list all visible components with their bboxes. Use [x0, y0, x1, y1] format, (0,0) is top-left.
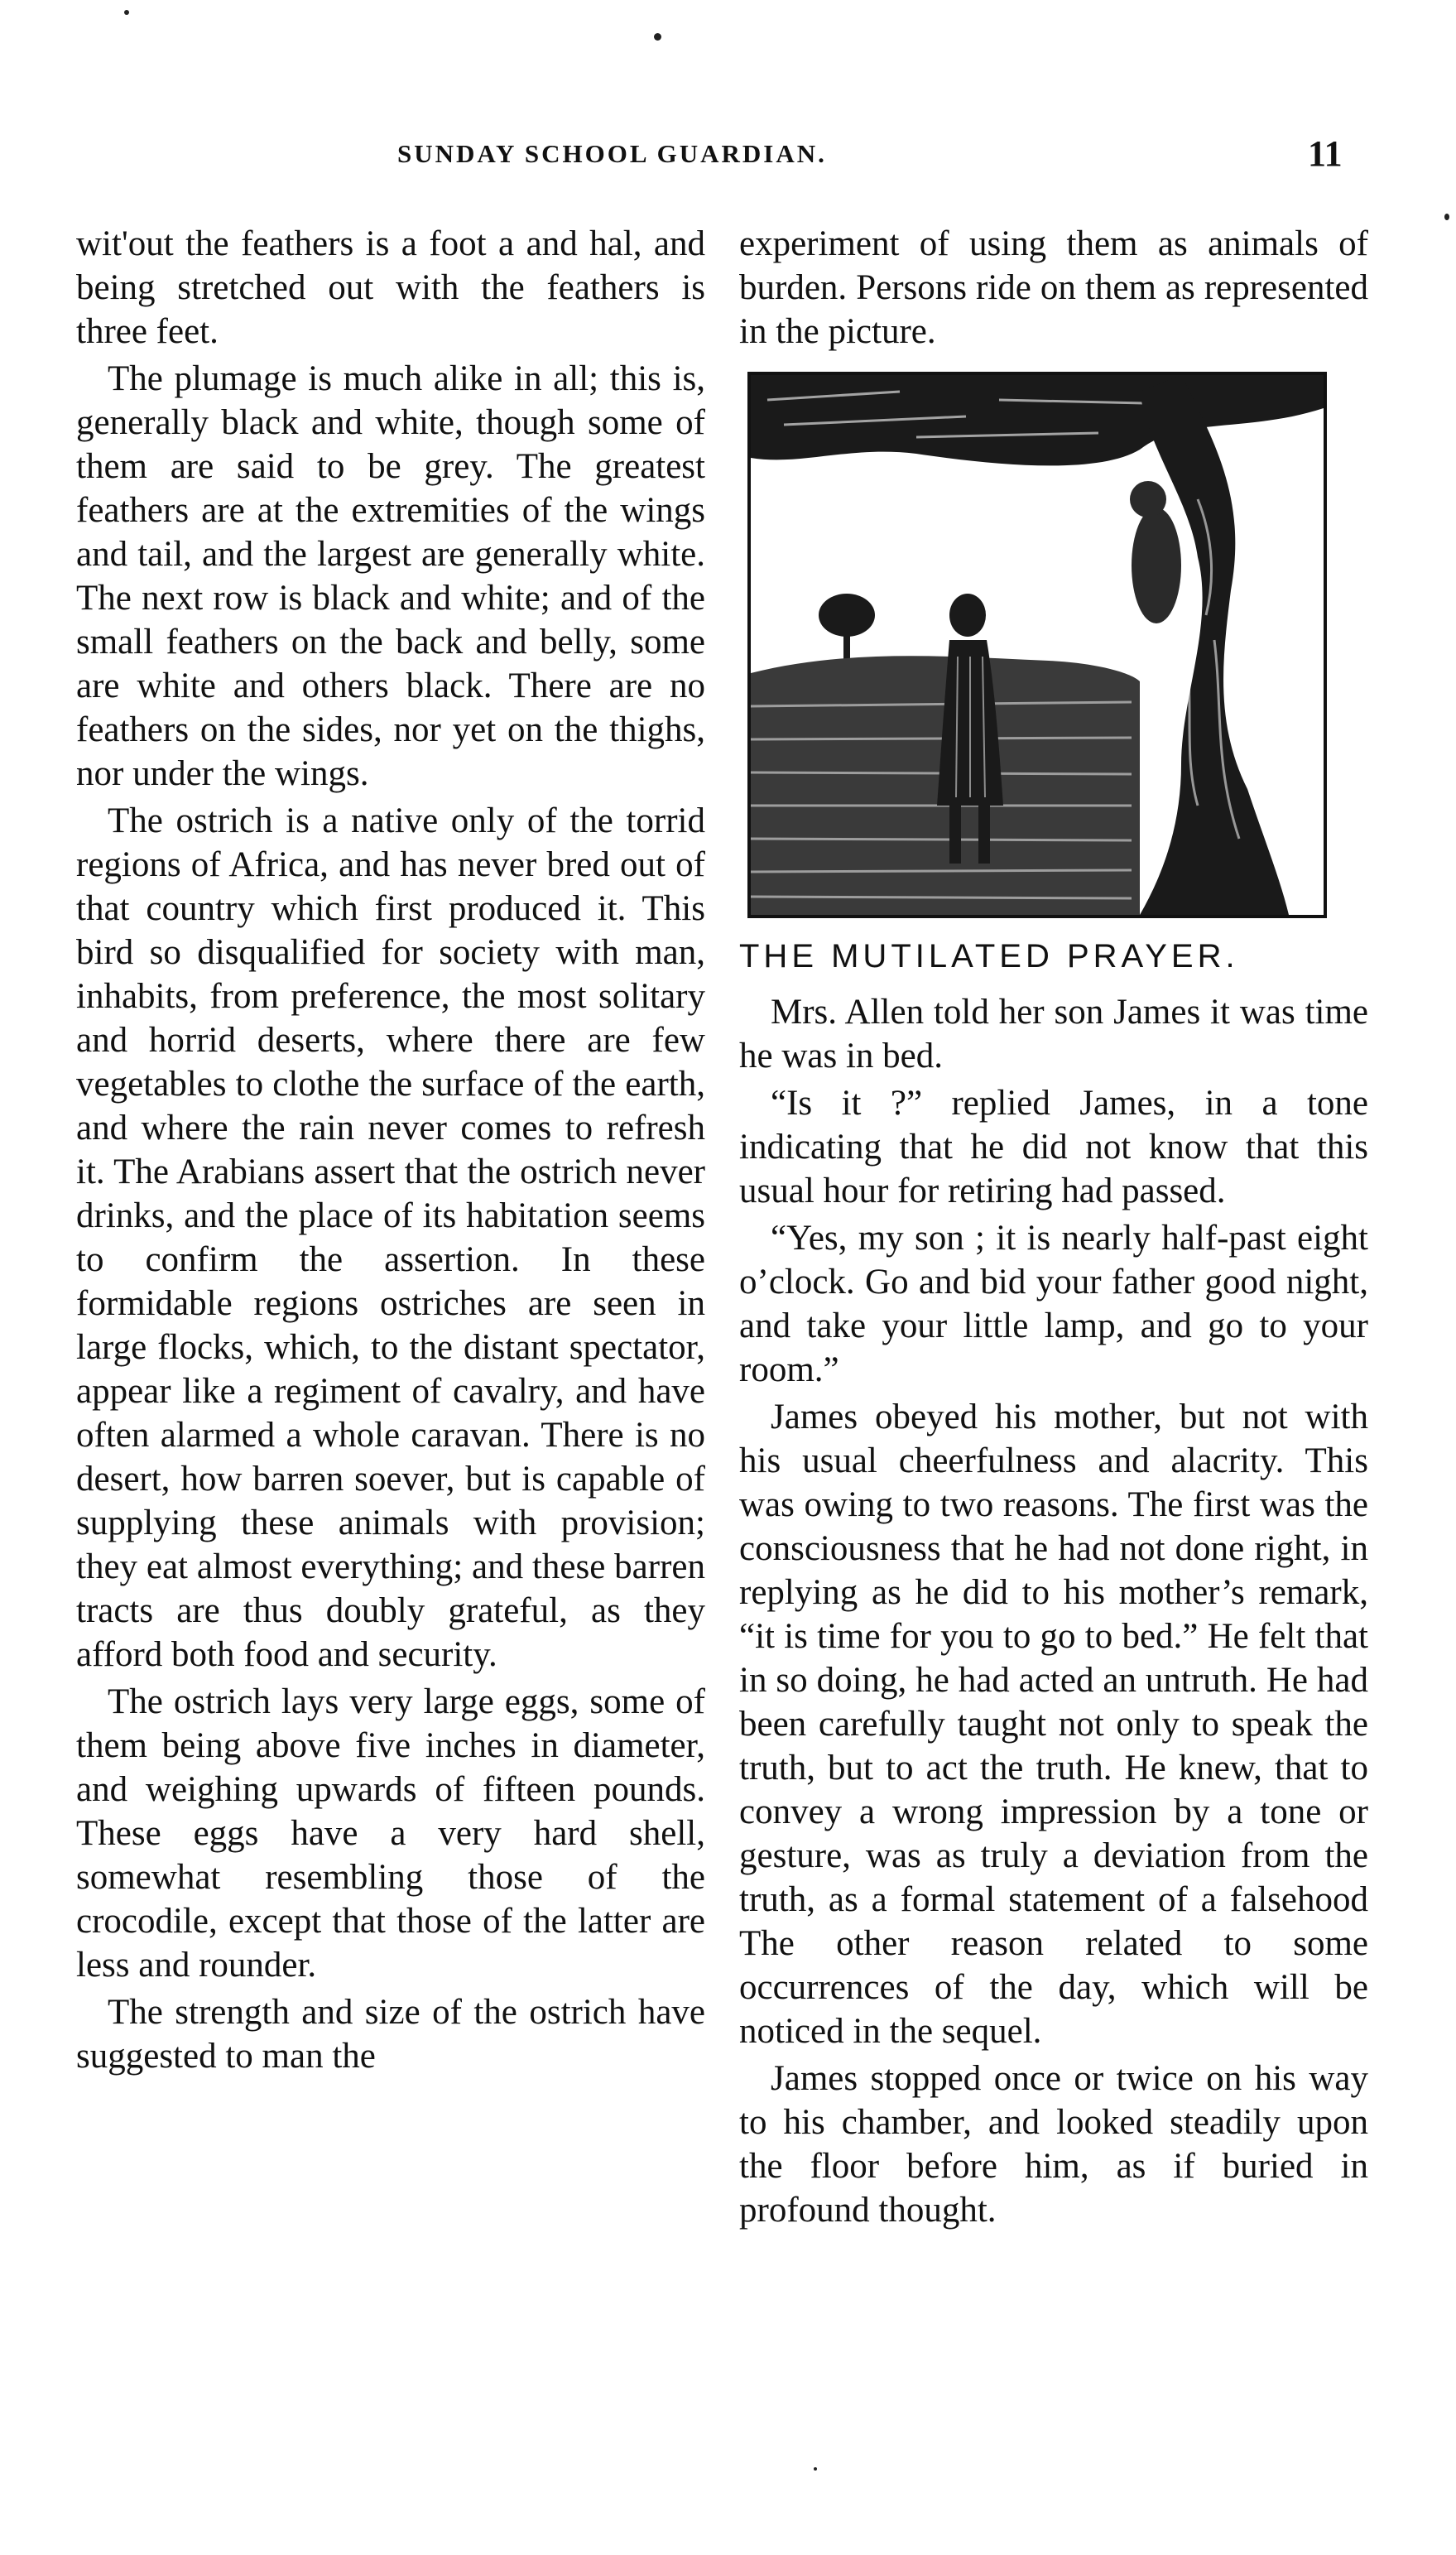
scan-speck	[654, 33, 661, 41]
paragraph: The strength and size of the ostrich have suggested to man the	[76, 1993, 705, 2076]
paragraph: “Is it ?” replied James, in a tone indicating that he did not know that this usual hour for retiring had passed.	[739, 1084, 1368, 1210]
section-title: THE MUTILATED PRAYER.	[739, 938, 1239, 974]
paragraph: experiment of using them as animals of burden. Persons ride on them as represented in the picture.	[739, 224, 1368, 351]
scan-speck	[1444, 214, 1449, 220]
scan-speck	[814, 2467, 817, 2471]
paragraph: The ostrich is a native only of the torrid regions of Africa, and has never bred out of that country which first produced it. This bird so disqualified for society with man, inhabits, from preference, the most solitary and horrid deserts, where there are few vegetables to clothe the surface of the earth, and where the rain never comes to refresh it. The Arabians assert that the ostrich never drinks, and the place of its habitation seems to confirm the assertion. In these formidable regions ostriches are seen in large flocks, which, to the distant spectator, appear like a regiment of cavalry, and have often alarmed a whole caravan. There is no desert, how barren soever, but is capable of supplying these animals with provision; they eat almost everything; and these barren tracts are thus doubly grateful, as they afford both food and security.	[76, 801, 705, 1674]
paragraph: “Yes, my son ; it is nearly half-past eight o’clock. Go and bid your father good night, and take your little lamp, and go to your room.”	[739, 1219, 1368, 1389]
left-column	[76, 222, 705, 2078]
right-column	[739, 222, 1368, 2232]
scan-speck	[124, 10, 129, 15]
paragraph: The plumage is much alike in all; this is, generally black and white, though some of them are said to be grey. The greatest feathers are at the extremities of the wings and tail, and the largest are generally white. The next row is black and white; and of the small feathers on the back and belly, some are white and others black. There are no feathers on the sides, nor yet on the thighs, nor under the wings.	[76, 359, 705, 793]
woodcut-scene	[751, 375, 1324, 915]
page-number: 11	[1308, 133, 1343, 174]
paragraph: James obeyed his mother, but not with his usual cheerfulness and alacrity. This was owing to two reasons. The first was the consciousness that he had not done right, in replying as he did to his mother’s remark, “it is time for you to go to bed.” He felt that in so doing, he had acted an untruth. He had been carefully taught not only to speak the truth, but to act the truth. He knew, that to convey a wrong impression by a tone or gesture, was as truly a deviation from the truth, as a formal statement of a falsehood The other reason related to some occurrences of the day, which will be noticed in the sequel.	[739, 1398, 1368, 2051]
running-title: SUNDAY SCHOOL GUARDIAN.	[397, 139, 827, 168]
paragraph: James stopped once or twice on his way to his chamber, and looked steadily upon the floor before him, as if buried in profound thought.	[739, 2059, 1368, 2230]
woodcut-illustration	[747, 372, 1327, 918]
paragraph: Mrs. Allen told her son James it was time he was in bed.	[739, 993, 1368, 1075]
paragraph: The ostrich lays very large eggs, some of them being above five inches in diameter, and weighing upwards of fifteen pounds. These eggs have a very hard shell, somewhat resembling those of the crocodile, except that those of the latter are less and rounder.	[76, 1682, 705, 1985]
paragraph: wit'out the feathers is a foot a and hal, and being stretched out with the feathers is three feet.	[76, 224, 705, 351]
